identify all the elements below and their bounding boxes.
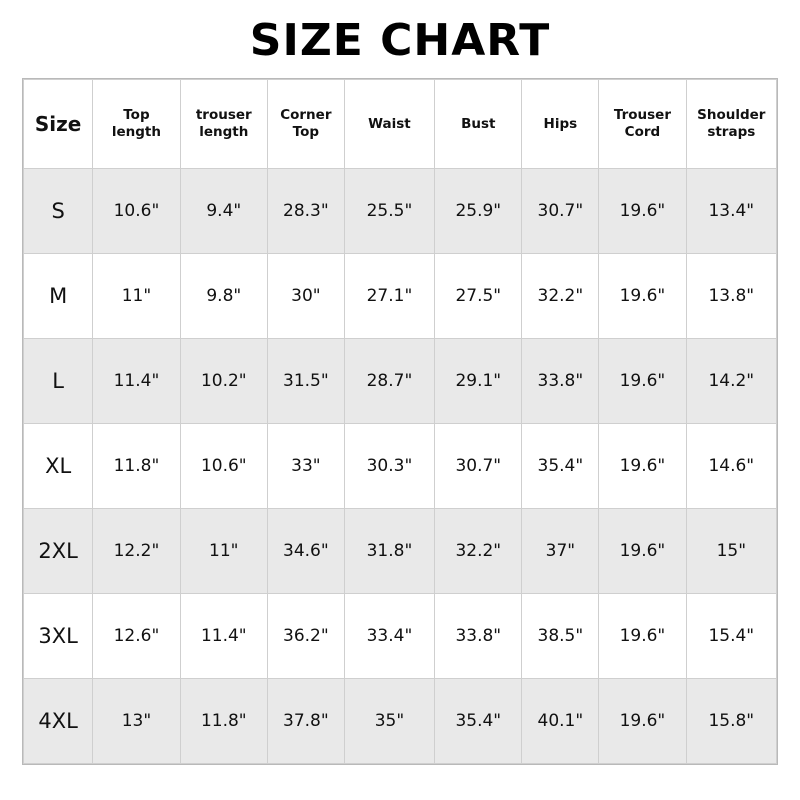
cell-trouser-length: 11" <box>180 509 267 594</box>
cell-hips: 33.8" <box>522 339 599 424</box>
cell-waist: 30.3" <box>344 424 434 509</box>
table-body <box>24 169 777 764</box>
table-row <box>24 254 777 339</box>
cell-hips: 40.1" <box>522 679 599 764</box>
cell-shoulder-straps: 14.6" <box>686 424 776 509</box>
row-size-label: 3XL <box>24 594 93 679</box>
cell-shoulder-straps: 15.4" <box>686 594 776 679</box>
cell-corner-top: 30" <box>267 254 344 339</box>
cell-corner-top: 36.2" <box>267 594 344 679</box>
cell-trouser-cord: 19.6" <box>599 169 686 254</box>
column-header-trouser-length <box>180 80 267 169</box>
cell-trouser-cord: 19.6" <box>599 594 686 679</box>
cell-top-length: 12.6" <box>93 594 180 679</box>
cell-waist: 31.8" <box>344 509 434 594</box>
cell-hips: 32.2" <box>522 254 599 339</box>
row-size-label: XL <box>24 424 93 509</box>
table-row <box>24 339 777 424</box>
column-header-waist <box>344 80 434 169</box>
cell-top-length: 12.2" <box>93 509 180 594</box>
cell-bust: 32.2" <box>435 509 522 594</box>
cell-corner-top: 28.3" <box>267 169 344 254</box>
row-size-label: L <box>24 339 93 424</box>
cell-top-length: 11.4" <box>93 339 180 424</box>
column-header-hips-line1: Hips <box>543 115 578 132</box>
column-header-trouser-cord-line2: Cord <box>624 124 661 141</box>
cell-trouser-length: 9.4" <box>180 169 267 254</box>
column-header-size-line1: Size <box>34 111 82 136</box>
cell-trouser-length: 10.2" <box>180 339 267 424</box>
size-chart-table <box>23 79 777 764</box>
cell-corner-top: 37.8" <box>267 679 344 764</box>
cell-hips: 30.7" <box>522 169 599 254</box>
column-header-shoulder-straps-line1: Shoulder <box>697 107 766 124</box>
column-header-corner-top-line1: Corner <box>280 107 332 124</box>
row-size-label: M <box>24 254 93 339</box>
cell-trouser-cord: 19.6" <box>599 679 686 764</box>
cell-shoulder-straps: 13.4" <box>686 169 776 254</box>
cell-trouser-cord: 19.6" <box>599 424 686 509</box>
cell-waist: 35" <box>344 679 434 764</box>
cell-waist: 28.7" <box>344 339 434 424</box>
cell-trouser-length: 9.8" <box>180 254 267 339</box>
cell-waist: 25.5" <box>344 169 434 254</box>
column-header-trouser-length-line1: trouser <box>195 107 252 124</box>
column-header-shoulder-straps-line2: straps <box>707 124 756 141</box>
cell-hips: 37" <box>522 509 599 594</box>
column-header-top-length-line2: length <box>111 124 161 141</box>
column-header-waist-line1: Waist <box>368 115 411 132</box>
cell-top-length: 13" <box>93 679 180 764</box>
table-row <box>24 509 777 594</box>
column-header-trouser-cord <box>599 80 686 169</box>
cell-shoulder-straps: 13.8" <box>686 254 776 339</box>
cell-corner-top: 33" <box>267 424 344 509</box>
cell-waist: 33.4" <box>344 594 434 679</box>
column-header-top-length-line1: Top <box>123 107 150 124</box>
row-size-label: 4XL <box>24 679 93 764</box>
cell-shoulder-straps: 15" <box>686 509 776 594</box>
table-row <box>24 594 777 679</box>
table-row <box>24 424 777 509</box>
size-chart-table-container <box>22 78 778 765</box>
column-header-corner-top <box>267 80 344 169</box>
cell-corner-top: 31.5" <box>267 339 344 424</box>
cell-top-length: 10.6" <box>93 169 180 254</box>
table-header-row <box>24 80 777 169</box>
cell-bust: 33.8" <box>435 594 522 679</box>
column-header-size <box>24 80 93 169</box>
cell-shoulder-straps: 14.2" <box>686 339 776 424</box>
cell-trouser-length: 11.4" <box>180 594 267 679</box>
row-size-label: S <box>24 169 93 254</box>
cell-trouser-length: 10.6" <box>180 424 267 509</box>
cell-trouser-length: 11.8" <box>180 679 267 764</box>
column-header-top-length <box>93 80 180 169</box>
table-header <box>24 80 777 169</box>
table-row <box>24 169 777 254</box>
page-title: SIZE CHART <box>249 15 551 66</box>
cell-bust: 30.7" <box>435 424 522 509</box>
row-size-label: 2XL <box>24 509 93 594</box>
column-header-trouser-cord-line1: Trouser <box>613 107 671 124</box>
cell-bust: 29.1" <box>435 339 522 424</box>
cell-trouser-cord: 19.6" <box>599 339 686 424</box>
column-header-hips <box>522 80 599 169</box>
cell-shoulder-straps: 15.8" <box>686 679 776 764</box>
cell-trouser-cord: 19.6" <box>599 509 686 594</box>
column-header-corner-top-line2: Top <box>292 124 320 141</box>
cell-hips: 38.5" <box>522 594 599 679</box>
column-header-bust-line1: Bust <box>461 115 496 132</box>
cell-corner-top: 34.6" <box>267 509 344 594</box>
column-header-trouser-length-line2: length <box>199 124 249 141</box>
cell-bust: 27.5" <box>435 254 522 339</box>
cell-waist: 27.1" <box>344 254 434 339</box>
column-header-bust <box>435 80 522 169</box>
cell-bust: 35.4" <box>435 679 522 764</box>
cell-trouser-cord: 19.6" <box>599 254 686 339</box>
cell-top-length: 11" <box>93 254 180 339</box>
table-row <box>24 679 777 764</box>
cell-hips: 35.4" <box>522 424 599 509</box>
cell-bust: 25.9" <box>435 169 522 254</box>
cell-top-length: 11.8" <box>93 424 180 509</box>
column-header-shoulder-straps <box>686 80 776 169</box>
